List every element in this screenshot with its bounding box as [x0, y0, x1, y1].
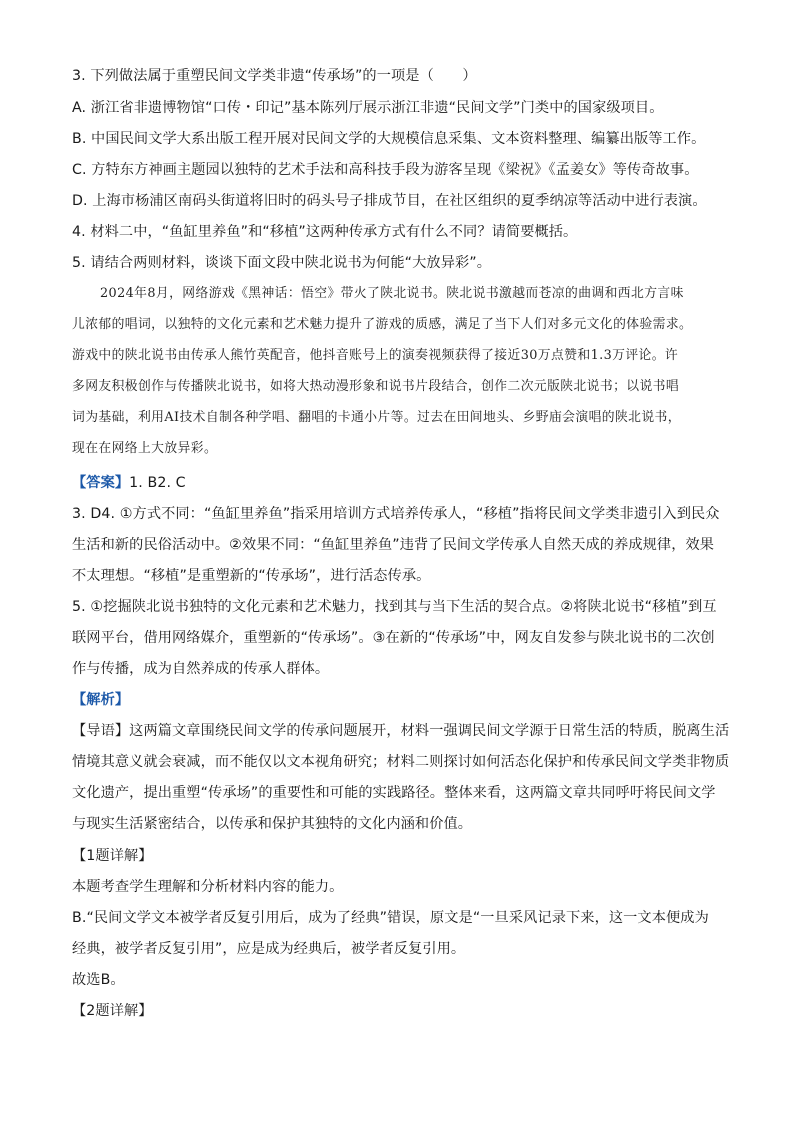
answer-line: 5. ①挖掘陕北说书独特的文化元素和艺术魅力，找到其与当下生活的契合点。②将陕北说书“移植”到互 — [72, 599, 717, 615]
guide-line: 情境其意义就会衰减，而不能仅以文本视角研究；材料二则探讨如何活态化保护和传承民间文学类非物质 — [72, 754, 730, 770]
answer-heading — [72, 473, 186, 493]
answer-line: 生活和新的民俗活动中。②效果不同：“鱼缸里养鱼”违背了民间文学传承人自然天成的养成规律，效果 — [72, 537, 715, 553]
passage-line: 现在在网络上大放异彩。 — [72, 441, 218, 456]
passage-line: 游戏中的陕北说书由传承人熊竹英配音，他抖音账号上的演奏视频获得了接近30万点赞和1.3万评论。许 — [72, 348, 679, 363]
detail-1-title: 【1题详解】 — [72, 848, 153, 864]
question-5: 5. 请结合两则材料，谈谈下面文段中陕北说书为何能“大放异彩”。 — [72, 255, 492, 271]
answer-tag: 【答案】 — [72, 475, 130, 491]
answer-line: 作与传播，成为自然养成的传承人群体。 — [72, 661, 330, 677]
guide-line: 【导语】这两篇文章围绕民间文学的传承问题展开，材料一强调民间文学源于日常生活的特质，脱离生活 — [72, 723, 730, 739]
option-d: D. 上海市杨浦区南码头街道将旧时的码头号子排成节目，在社区组织的夏季纳凉等活动中进行表演。 — [72, 193, 707, 209]
answer-line: 不太理想。“移植”是重塑新的“传承场”，进行活态传承。 — [72, 568, 431, 584]
detail-line: 故选B。 — [72, 972, 125, 988]
passage-line: 2024年8月，网络游戏《黑神话：悟空》带火了陕北说书。陕北说书激越而苍凉的曲调和西北方言味 — [100, 286, 684, 301]
question-4: 4. 材料二中，“鱼缸里养鱼”和“移植”这两种传承方式有什么不同？请简要概括。 — [72, 224, 578, 240]
detail-2-title: 【2题详解】 — [72, 1003, 153, 1019]
answer-line: 3. D4. ①方式不同：“鱼缸里养鱼”指采用培训方式培养传承人，“移植”指将民间文学类非遗引入到民众 — [72, 506, 720, 522]
detail-line: 本题考查学生理解和分析材料内容的能力。 — [72, 879, 344, 895]
passage-line: 词为基础，利用AI技术自制各种学唱、翻唱的卡通小片等。过去在田间地头、乡野庙会演唱的陕北说书， — [72, 410, 681, 425]
option-a: A. 浙江省非遗博物馆“口传・印记”基本陈列厅展示浙江非遗“民间文学”门类中的国家级项目。 — [72, 100, 664, 116]
question-3: 3. 下列做法属于重塑民间文学类非遗“传承场”的一项是（ ） — [72, 68, 477, 84]
option-b: B. 中国民间文学大系出版工程开展对民间文学的大规模信息采集、文本资料整理、编纂出版等工作。 — [72, 131, 706, 147]
guide-line: 文化遗产，提出重塑“传承场”的重要性和可能的实践路径。整体来看，这两篇文章共同呼吁将民间文学 — [72, 785, 716, 801]
option-c: C. 方特东方神画主题园以独特的艺术手法和高科技手段为游客呈现《梁祝》《孟姜女》等传奇故事。 — [72, 162, 699, 178]
passage-line: 多网友积极创作与传播陕北说书，如将大热动漫形象和说书片段结合，创作二次元版陕北说书；以说书唱 — [72, 379, 680, 394]
answer-line: 联网平台，借用网络媒介，重塑新的“传承场”。③在新的“传承场”中，网友自发参与陕北说书的二次创 — [72, 630, 715, 646]
detail-line: 经典，被学者反复引用”，应是成为经典后，被学者反复引用。 — [72, 941, 466, 957]
analysis-tag: 【解析】 — [72, 692, 130, 708]
answer-first: 1. B2. C — [129, 475, 186, 491]
detail-line: B.“民间文学文本被学者反复引用后，成为了经典”错误，原文是“一旦采风记录下来，这一文本便成为 — [72, 910, 709, 926]
guide-line: 与现实生活紧密结合，以传承和保护其独特的文化内涵和价值。 — [72, 816, 473, 832]
passage-line: 儿浓郁的唱词，以独特的文化元素和艺术魅力提升了游戏的质感，满足了当下人们对多元文化的体验需求。 — [72, 317, 693, 332]
